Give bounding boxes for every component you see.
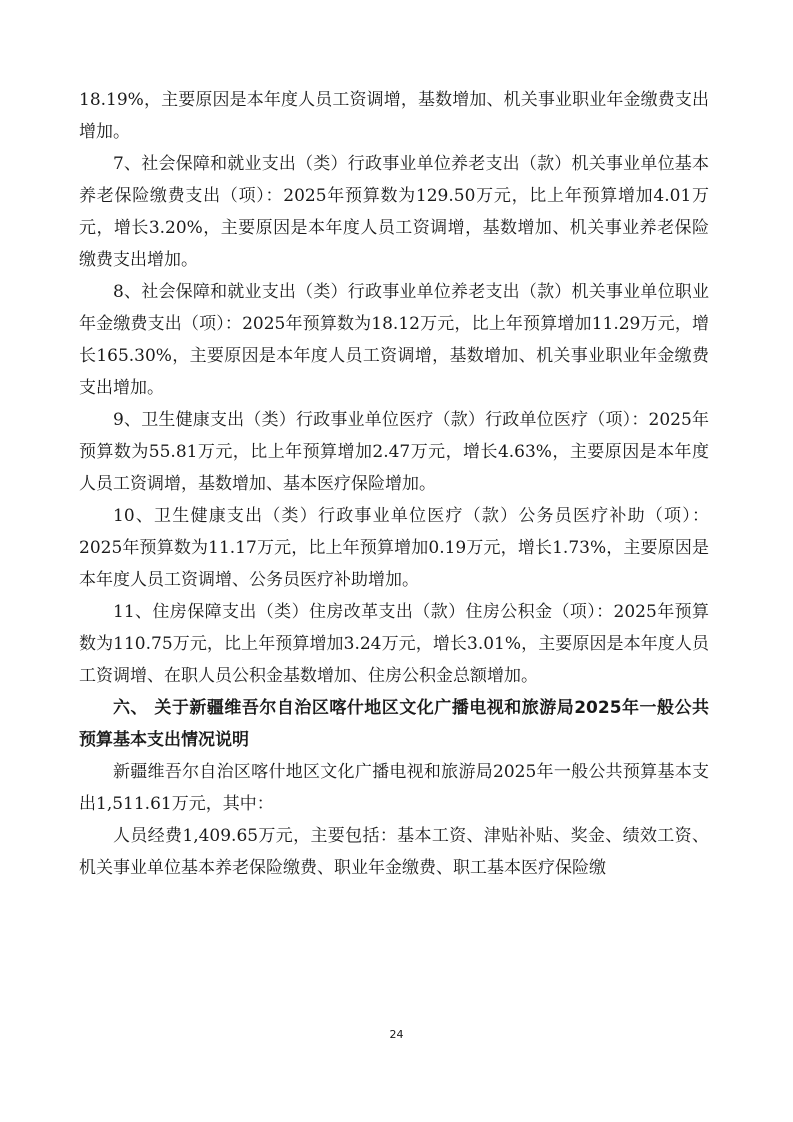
personnel-expense-paragraph: 人员经费1,409.65万元，主要包括：基本工资、津贴补贴、奖金、绩效工资、机关事业单位基本养老保险缴费、职业年金缴费、职工基本医疗保险缴 [79, 826, 709, 878]
expense-item-7: 7、社会保障和就业支出（类）行政事业单位养老支出（款）机关事业单位基本养老保险缴费支出（项）：2025年预算数为129.50万元，比上年预算增加4.01万元，增长3.20%，主要原因是本年度人员工资调增，基数增加、机关事业养老保险缴费支出增加。 [79, 154, 709, 270]
section-heading: 六、 关于新疆维吾尔自治区喀什地区文化广播电视和旅游局2025年一般公共预算基本支出情况说明 [79, 698, 709, 750]
expense-item-11: 11、住房保障支出（类）住房改革支出（款）住房公积金（项）：2025年预算数为110.75万元，比上年预算增加3.24万元，增长3.01%，主要原因是本年度人员工资调增、在职人员公积金基数增加、住房公积金总额增加。 [79, 602, 709, 686]
expense-item-8: 8、社会保障和就业支出（类）行政事业单位养老支出（款）机关事业单位职业年金缴费支出（项）：2025年预算数为18.12万元，比上年预算增加11.29万元，增长165.30%，主要原因是本年度人员工资调增，基数增加、机关事业职业年金缴费支出增加。 [79, 282, 709, 398]
expense-item-9: 9、卫生健康支出（类）行政事业单位医疗（款）行政单位医疗（项）：2025年预算数为55.81万元，比上年预算增加2.47万元，增长4.63%，主要原因是本年度人员工资调增，基数增加、基本医疗保险增加。 [79, 410, 709, 494]
basic-expense-total-paragraph: 新疆维吾尔自治区喀什地区文化广播电视和旅游局2025年一般公共预算基本支出1,511.61万元，其中： [79, 762, 709, 814]
continuation-paragraph: 18.19%，主要原因是本年度人员工资调增，基数增加、机关事业职业年金缴费支出增加。 [79, 90, 709, 142]
page-number: 24 [389, 1028, 404, 1041]
page-body [79, 84, 709, 884]
expense-item-10: 10、卫生健康支出（类）行政事业单位医疗（款）公务员医疗补助（项）：2025年预算数为11.17万元，比上年预算增加0.19万元，增长1.73%，主要原因是本年度人员工资调增、公务员医疗补助增加。 [79, 506, 709, 590]
